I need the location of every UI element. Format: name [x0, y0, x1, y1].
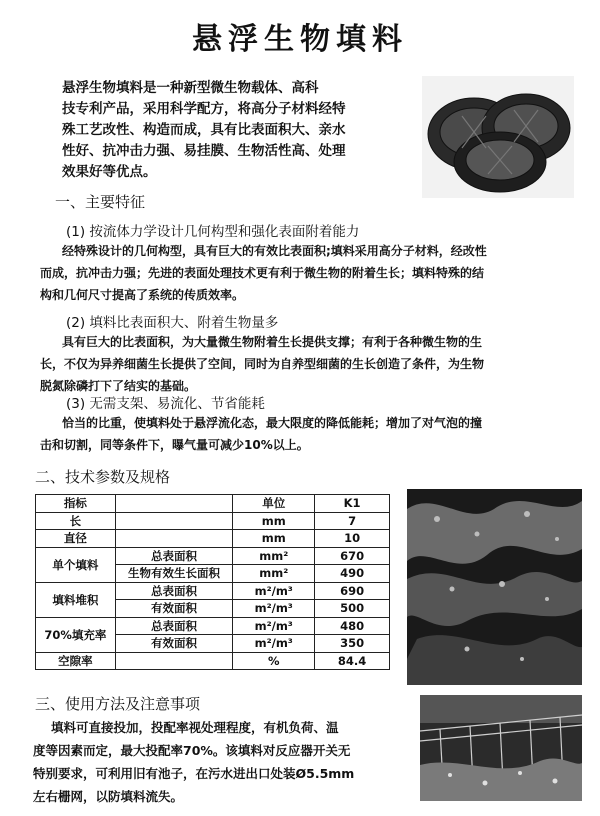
- feature-1-line: 而成，抗冲击力强；先进的表面处理技术更有利于微生物的附着生长；填料特殊的结: [40, 266, 485, 280]
- table-cell-group: 70%填充率: [36, 617, 116, 652]
- feature-3-line: 击和切割，同等条件下，曝气量可减少10%以上。: [40, 438, 309, 452]
- table-cell-unit: m²/m³: [233, 600, 315, 618]
- feature-2-text: [40, 331, 580, 397]
- usage-text: [33, 716, 408, 808]
- table-cell-unit: mm²: [233, 547, 315, 565]
- feature-1-line: 构和几何尺寸提高了系统的传质效率。: [40, 288, 245, 302]
- table-cell-sub: 有效面积: [115, 635, 233, 653]
- table-cell-value: 7: [315, 512, 390, 530]
- section-2-title: 二、技术参数及规格: [35, 468, 171, 486]
- feature-2-line: 脱氮除磷打下了结实的基础。: [40, 379, 197, 393]
- table-cell-sub: [115, 530, 233, 548]
- section-3-title: 三、使用方法及注意事项: [35, 695, 201, 713]
- page-title: 悬浮生物填料: [192, 22, 408, 57]
- table-cell-sub: 生物有效生长面积: [115, 565, 233, 583]
- table-cell-value: 84.4: [315, 652, 390, 670]
- usage-line: 填料可直接投加，投配率视处理程度，有机负荷、温: [51, 720, 339, 735]
- table-cell-unit: %: [233, 652, 315, 670]
- table-header-cell: 单位: [233, 495, 315, 513]
- table-cell-value: 10: [315, 530, 390, 548]
- table-cell-unit: m²/m³: [233, 582, 315, 600]
- table-cell-group: 空隙率: [36, 652, 116, 670]
- table-cell-unit: m²/m³: [233, 617, 315, 635]
- table-cell-group: 直径: [36, 530, 116, 548]
- feature-1-heading: (1) 按流体力学设计几何构型和强化表面附着能力: [66, 224, 360, 240]
- feature-1-line: 经特殊设计的几何构型，具有巨大的有效比表面积;填料采用高分子材料，经改性: [62, 244, 487, 258]
- feature-2-heading: (2) 填料比表面积大、附着生物量多: [66, 315, 279, 331]
- feature-2-line: 长，不仅为异养细菌生长提供了空间，同时为自养型细菌的生长创造了条件，为生物: [40, 357, 485, 371]
- product-photo: [422, 76, 574, 198]
- table-cell-value: 350: [315, 635, 390, 653]
- table-cell-sub: 总表面积: [115, 617, 233, 635]
- table-header-row: [36, 495, 390, 513]
- table-header-cell: [115, 495, 233, 513]
- aeration-photo: [407, 489, 582, 685]
- table-cell-value: 670: [315, 547, 390, 565]
- table-row: [36, 582, 390, 600]
- table-row: [36, 547, 390, 565]
- section-1-title: 一、主要特征: [55, 193, 146, 211]
- feature-1-text: [40, 240, 580, 306]
- table-cell-group: 单个填料: [36, 547, 116, 582]
- table-cell-value: 480: [315, 617, 390, 635]
- table-cell-unit: mm: [233, 512, 315, 530]
- table-cell-value: 500: [315, 600, 390, 618]
- table-cell-sub: 有效面积: [115, 600, 233, 618]
- table-cell-sub: 总表面积: [115, 582, 233, 600]
- intro-line: 效果好等优点。: [62, 164, 157, 180]
- feature-3-heading: (3) 无需支架、易流化、节省能耗: [66, 396, 265, 412]
- table-cell-unit: m²/m³: [233, 635, 315, 653]
- table-header-cell: 指标: [36, 495, 116, 513]
- table-row: [36, 617, 390, 635]
- table-cell-group: 长: [36, 512, 116, 530]
- table-cell-value: 690: [315, 582, 390, 600]
- spec-table: [35, 494, 390, 670]
- table-cell-value: 490: [315, 565, 390, 583]
- feature-2-line: 具有巨大的比表面积，为大量微生物附着生长提供支撑；有利于各种微生物的生: [62, 335, 483, 349]
- feature-3-text: [40, 412, 580, 456]
- table-cell-sub: 总表面积: [115, 547, 233, 565]
- table-row: [36, 652, 390, 670]
- table-header-cell: K1: [315, 495, 390, 513]
- feature-3-line: 恰当的比重，使填料处于悬浮流化态，最大限度的降低能耗；增加了对气泡的撞: [62, 416, 483, 430]
- intro-line: 性好、抗冲击力强、易挂膜、生物活性高、处理: [62, 143, 346, 159]
- table-row: [36, 530, 390, 548]
- usage-line: 左右栅网，以防填料流失。: [33, 789, 184, 804]
- intro-line: 悬浮生物填料是一种新型微生物载体、高科: [62, 80, 319, 96]
- table-row: [36, 512, 390, 530]
- intro-paragraph: [62, 78, 392, 183]
- table-cell-sub: [115, 652, 233, 670]
- intro-line: 殊工艺改性、构造而成，具有比表面积大、亲水: [62, 122, 346, 138]
- table-cell-unit: mm: [233, 530, 315, 548]
- tank-photo: [420, 695, 582, 801]
- table-cell-sub: [115, 512, 233, 530]
- intro-line: 技专利产品，采用科学配方，将高分子材料经特: [62, 101, 346, 117]
- table-cell-unit: mm²: [233, 565, 315, 583]
- usage-line: 特别要求，可利用旧有池子，在污水进出口处装Ø5.5mm: [33, 766, 355, 781]
- table-cell-group: 填料堆积: [36, 582, 116, 617]
- usage-line: 度等因素而定，最大投配率70%。该填料对反应器开关无: [33, 743, 351, 758]
